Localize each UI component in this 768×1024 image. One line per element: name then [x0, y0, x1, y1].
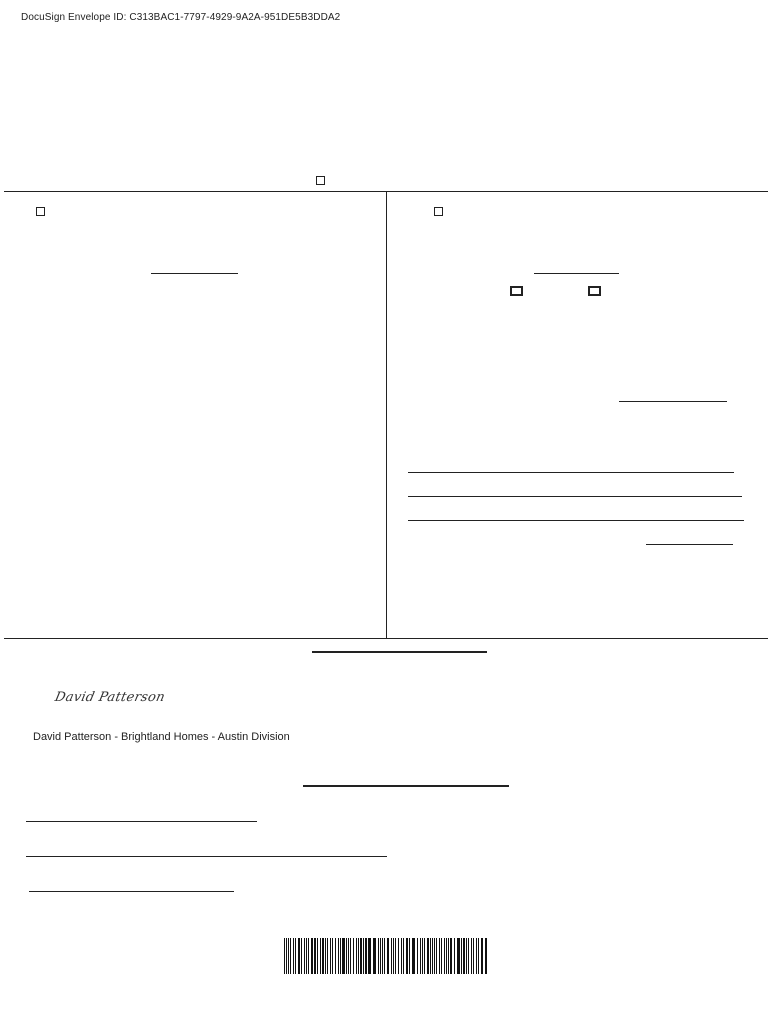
barcode-bar	[360, 938, 362, 974]
barcode-bar	[417, 938, 418, 974]
barcode-bar	[424, 938, 425, 974]
barcode-bar	[298, 938, 300, 974]
barcode-bar	[378, 938, 379, 974]
barcode-bar	[380, 938, 381, 974]
barcode-bar	[412, 938, 415, 974]
barcode-bar	[358, 938, 359, 974]
barcode-bar	[403, 938, 404, 974]
barcode-bar	[340, 938, 341, 974]
barcode-bar	[387, 938, 389, 974]
barcode-bar	[284, 938, 285, 974]
barcode-bar	[290, 938, 291, 974]
barcode-bar	[353, 938, 354, 974]
right-line-field-3[interactable]	[408, 520, 744, 521]
barcode-bar	[304, 938, 305, 974]
barcode-bar	[450, 938, 452, 974]
barcode-bar	[461, 938, 462, 974]
barcode-bar	[320, 938, 321, 974]
barcode-bar	[325, 938, 326, 974]
barcode-bar	[481, 938, 483, 974]
left-option-checkbox[interactable]	[36, 207, 45, 216]
barcode-bar	[314, 938, 316, 974]
signature-heading-rule	[312, 651, 487, 653]
right-line-field-1[interactable]	[408, 472, 734, 473]
left-blank-field[interactable]	[151, 273, 238, 274]
barcode-bar	[332, 938, 333, 974]
barcode-bar	[295, 938, 296, 974]
barcode-bar	[346, 938, 347, 974]
barcode-bar	[406, 938, 408, 974]
barcode-bar	[476, 938, 477, 974]
barcode-bar	[401, 938, 402, 974]
bottom-field-2[interactable]	[26, 856, 387, 857]
barcode-bar	[395, 938, 396, 974]
section-divider	[386, 191, 387, 638]
right-blank-field-3[interactable]	[646, 544, 733, 545]
barcode-bar	[293, 938, 294, 974]
barcode-bar	[427, 938, 429, 974]
barcode-bar	[448, 938, 449, 974]
barcode-bar	[468, 938, 469, 974]
barcode-bar	[368, 938, 371, 974]
barcode-bar	[420, 938, 421, 974]
handwritten-signature: David Patterson	[53, 690, 167, 705]
barcode-bar	[301, 938, 302, 974]
barcode-bar	[356, 938, 357, 974]
barcode-bar	[457, 938, 460, 974]
right-choice-checkbox-1[interactable]	[510, 286, 523, 296]
barcode-bar	[409, 938, 410, 974]
barcode-bar	[330, 938, 331, 974]
barcode-bar	[471, 938, 472, 974]
barcode-bar	[365, 938, 367, 974]
right-blank-field-2[interactable]	[619, 401, 727, 402]
barcode-bar	[308, 938, 309, 974]
bottom-field-3[interactable]	[29, 891, 234, 892]
barcode-bar	[454, 938, 455, 974]
barcode-bar	[463, 938, 465, 974]
barcode-bar	[317, 938, 318, 974]
barcode-bar	[422, 938, 423, 974]
barcode-bar	[335, 938, 336, 974]
second-heading-rule	[303, 785, 509, 787]
barcode-bar	[434, 938, 435, 974]
right-blank-field-1[interactable]	[534, 273, 619, 274]
barcode-bar	[391, 938, 392, 974]
barcode-bar	[286, 938, 287, 974]
right-choice-checkbox-2[interactable]	[588, 286, 601, 296]
barcode-bar	[311, 938, 313, 974]
barcode-bar	[322, 938, 324, 974]
barcode-bar	[478, 938, 479, 974]
barcode-bar	[373, 938, 376, 974]
barcode-bar	[446, 938, 447, 974]
signer-name: David Patterson - Brightland Homes - Austin Division	[33, 731, 290, 743]
top-checkbox[interactable]	[316, 176, 325, 185]
barcode-bar	[382, 938, 383, 974]
barcode-bar	[350, 938, 351, 974]
right-line-field-2[interactable]	[408, 496, 742, 497]
barcode-bar	[327, 938, 328, 974]
barcode-bar	[444, 938, 445, 974]
barcode-bar	[485, 938, 487, 974]
barcode-bar	[348, 938, 349, 974]
barcode-bar	[342, 938, 345, 974]
bottom-field-1[interactable]	[26, 821, 257, 822]
barcode-bar	[441, 938, 442, 974]
barcode-bar	[398, 938, 399, 974]
barcode-bar	[384, 938, 385, 974]
barcode-bar	[363, 938, 364, 974]
right-option-checkbox[interactable]	[434, 207, 443, 216]
barcode-bar	[473, 938, 474, 974]
barcode-bar	[430, 938, 431, 974]
barcode-bar	[393, 938, 394, 974]
barcode-bar	[338, 938, 339, 974]
section-bottom-rule	[4, 638, 768, 639]
barcode-bar	[432, 938, 433, 974]
barcode-bar	[306, 938, 307, 974]
barcode-bar	[439, 938, 440, 974]
barcode-bar	[288, 938, 289, 974]
envelope-id: DocuSign Envelope ID: C313BAC1-7797-4929-9A2A-951DE5B3DDA2	[21, 12, 341, 23]
barcode-bar	[466, 938, 467, 974]
barcode-icon	[284, 938, 488, 974]
barcode-bar	[436, 938, 437, 974]
